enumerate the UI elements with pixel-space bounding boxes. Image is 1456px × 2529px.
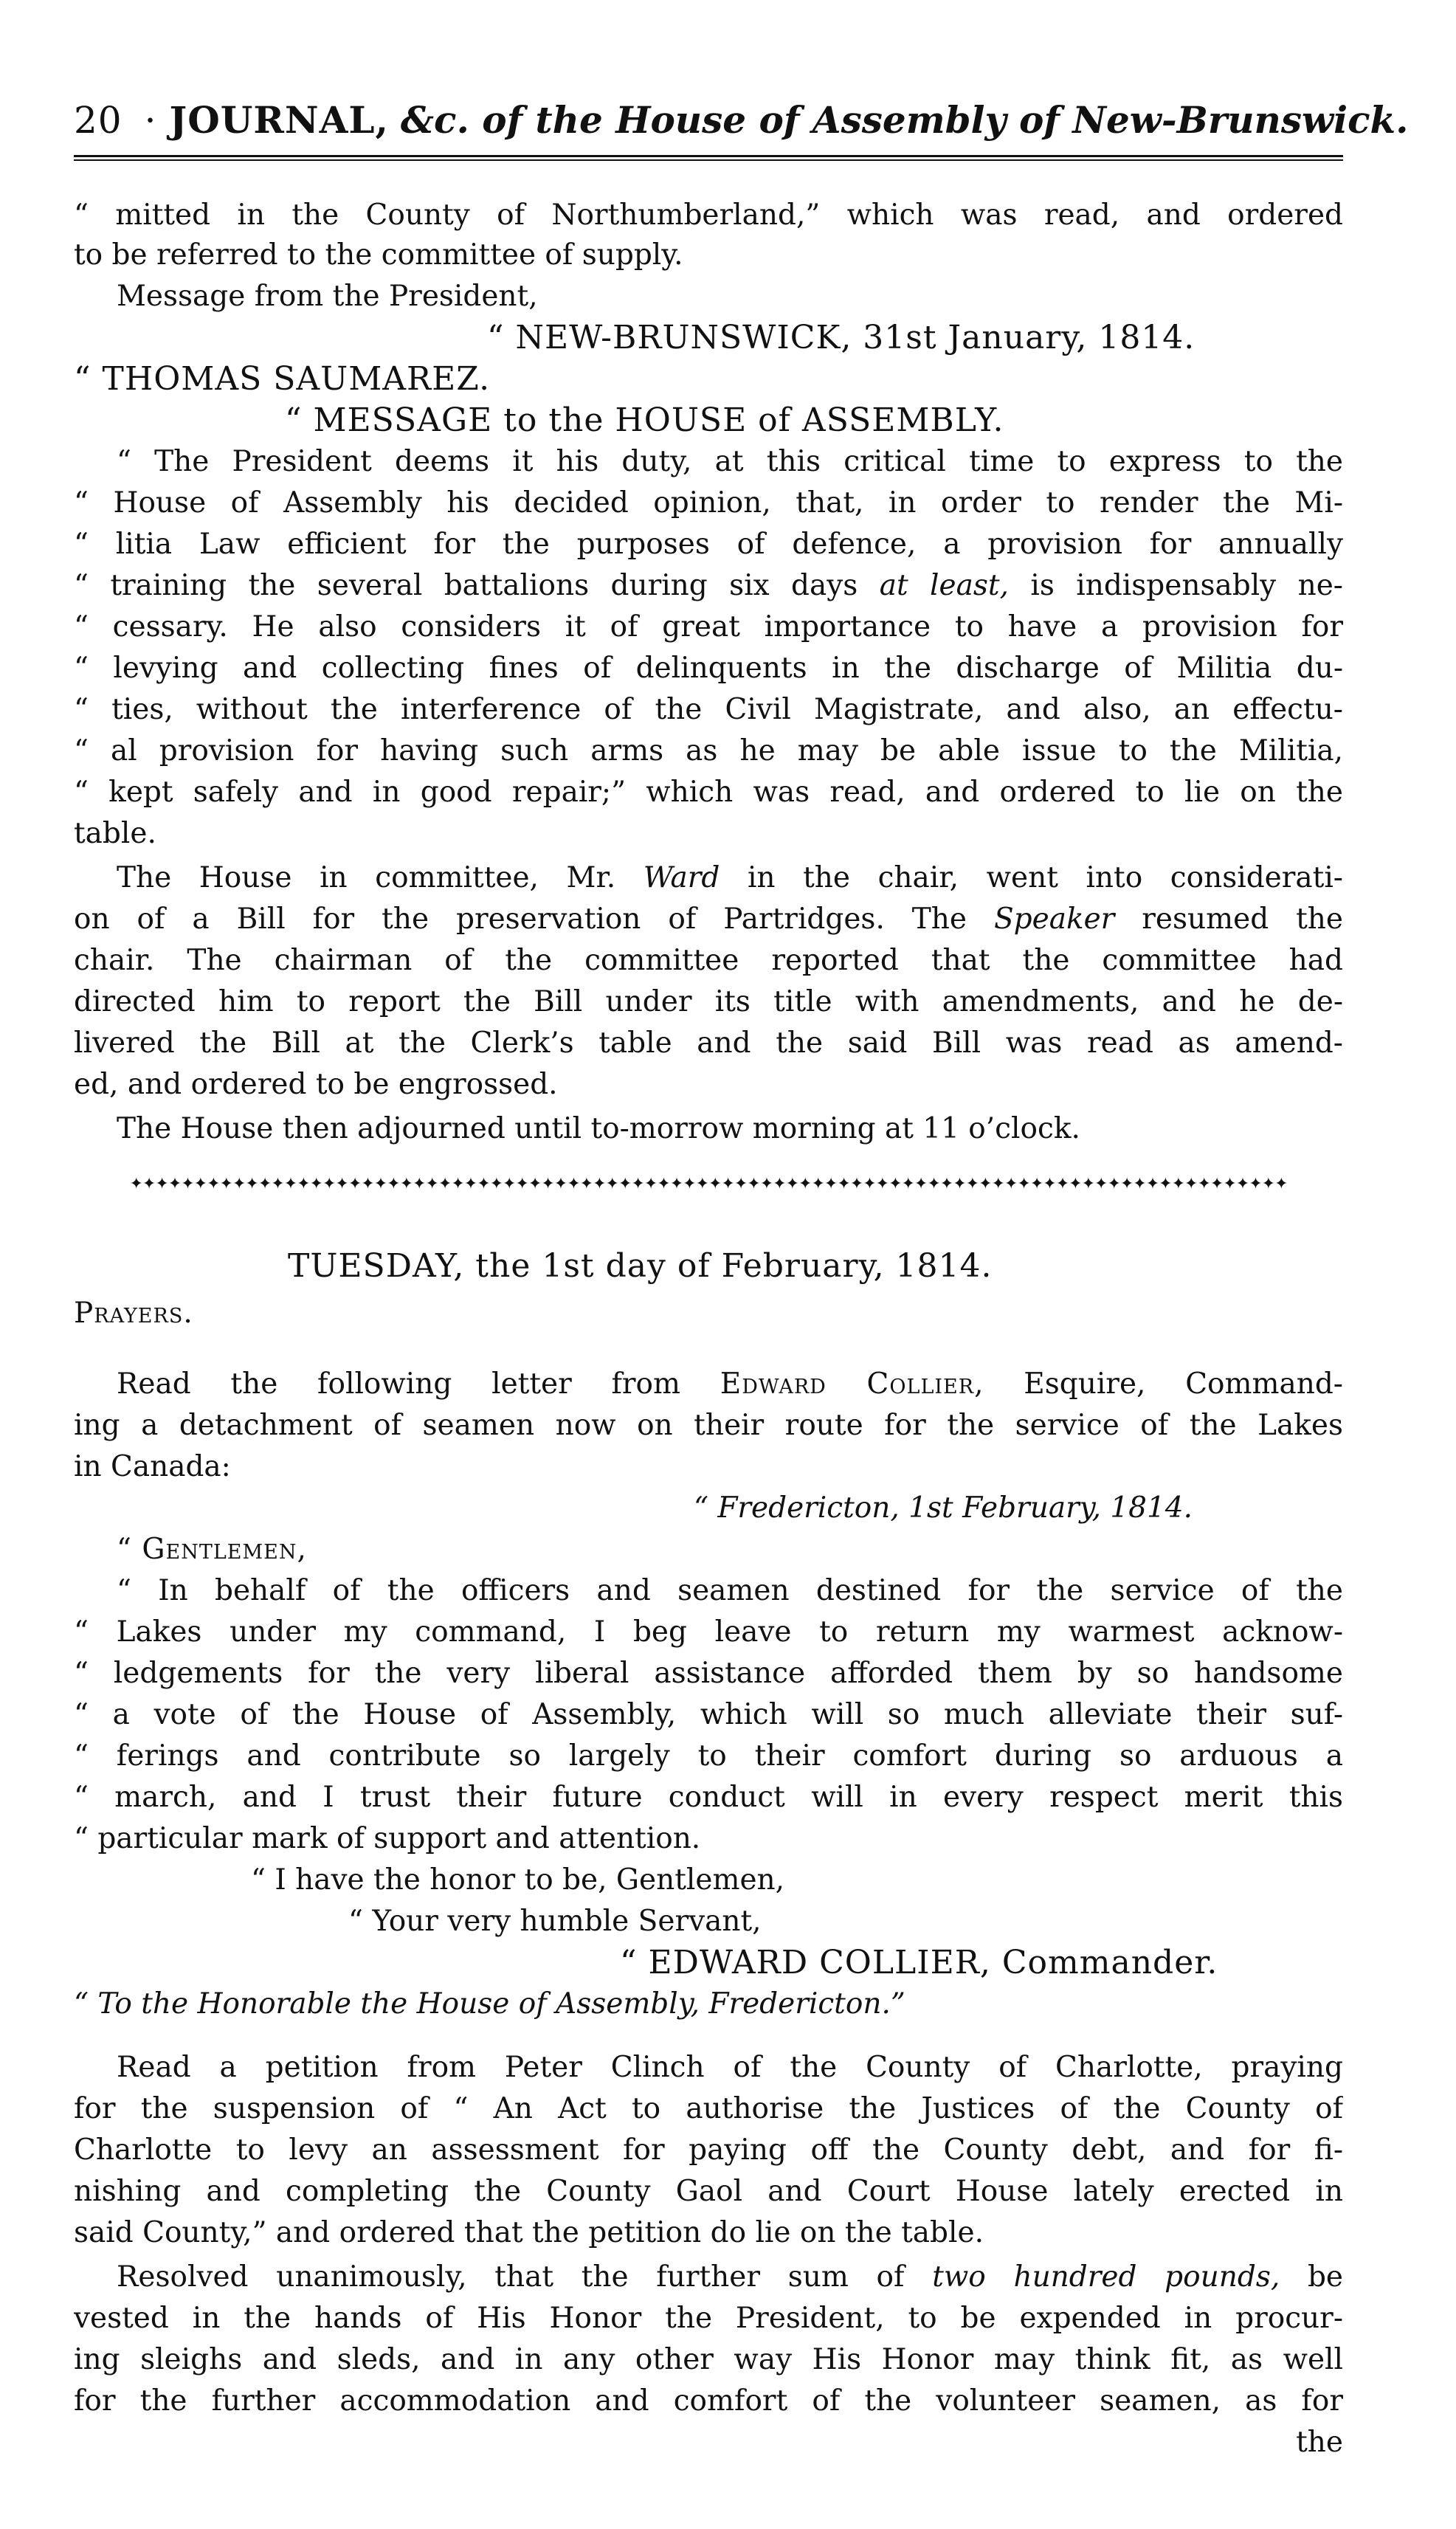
header-separator: · (144, 99, 156, 142)
text-line: ing sleighs and sleds, and in any other way His Honor may think fit, as well (74, 2343, 1343, 2376)
text-run: be (1307, 2260, 1343, 2294)
text-line: “ The President deems it his duty, at this critical time to express to the (117, 445, 1343, 478)
text-line: to be referred to the committee of supply. (74, 238, 683, 272)
text-line: “ ferings and contribute so largely to their comfort during so arduous a (74, 1739, 1343, 1773)
text-line (74, 564, 1343, 608)
text-line (74, 2255, 1343, 2299)
header-rule (74, 155, 1343, 161)
text-line: Read a petition from Peter Clinch of the County of Charlotte, praying (117, 2051, 1343, 2084)
text-line: livered the Bill at the Clerk’s table and the said Bill was read as amend- (74, 1027, 1343, 1060)
text-line (74, 897, 1343, 942)
text-line: said County,” and ordered that the petition do lie on the table. (74, 2216, 984, 2249)
text-run: resumed the (1142, 903, 1343, 936)
text-line: “ particular mark of support and attention. (74, 1822, 701, 1855)
prayers-label: Prayers. (74, 1297, 193, 1330)
text-line (74, 1362, 1343, 1407)
message-signatory: “ THOMAS SAUMAREZ. (74, 360, 491, 398)
emphasis-run: Ward (643, 861, 720, 894)
text-line: “ Lakes under my command, I beg leave to return my warmest acknow- (74, 1615, 1343, 1649)
text-run: Esquire, Command- (1024, 1367, 1343, 1401)
message-heading: “ MESSAGE to the HOUSE of ASSEMBLY. (285, 401, 1004, 439)
name-run: Edward Collier, (720, 1367, 984, 1401)
text-run: on of a Bill for the preservation of Partridges. The (74, 903, 967, 936)
text-line: in Canada: (74, 1450, 231, 1483)
text-line: for the further accommodation and comfort of the volunteer seamen, as for (74, 2384, 1343, 2418)
text-line: chair. The chairman of the committee reported that the committee had (74, 944, 1343, 977)
letter-dateline: “ Fredericton, 1st February, 1814. (694, 1491, 1193, 1525)
text-line: “ In behalf of the officers and seamen destined for the service of the (117, 1574, 1343, 1607)
letter-closing: “ Your very humble Servant, (348, 1905, 762, 1938)
message-dateline: “ NEW-BRUNSWICK, 31st January, 1814. (487, 319, 1195, 356)
text-line: “ ties, without the interference of the Civil Magistrate, and also, an effectu- (74, 693, 1343, 726)
journal-word: JOURNAL, (169, 98, 389, 142)
text-run: The House in committee, Mr. (117, 861, 616, 894)
text-line: Charlotte to levy an assessment for paying off the County debt, and for fi- (74, 2133, 1343, 2167)
emphasis-run: two hundred pounds, (932, 2260, 1280, 2294)
text-line: ed, and ordered to be engrossed. (74, 1068, 558, 1101)
text-run: “ training the several battalions during six days (74, 569, 858, 602)
letter-signature: “ EDWARD COLLIER, Commander. (620, 1944, 1218, 1981)
text-line: Message from the President, (117, 280, 538, 313)
letter-salutation: “ Gentlemen, (117, 1533, 307, 1566)
text-line: “ ledgements for the very liberal assistance afforded them by so handsome (74, 1657, 1343, 1690)
text-run: is indispensably ne- (1030, 569, 1343, 602)
day-heading: TUESDAY, the 1st day of February, 1814. (288, 1247, 993, 1285)
text-line: nishing and completing the County Gaol and Court House lately erected in (74, 2175, 1343, 2208)
letter-closing: “ I have the honor to be, Gentlemen, (251, 1863, 785, 1897)
journal-title: &c. of the House of Assembly of New-Brunswick. (400, 98, 1409, 142)
text-line: for the suspension of “ An Act to authorise the Justices of the County of (74, 2092, 1343, 2125)
text-line: “ litia Law efficient for the purposes of defence, a provision for annually (74, 528, 1343, 561)
text-line: “ al provision for having such arms as he may be able issue to the Militia, (74, 734, 1343, 767)
text-line: ing a detachment of seamen now on their route for the service of the Lakes (74, 1409, 1343, 1442)
running-header (74, 94, 1409, 146)
text-line: table. (74, 817, 156, 850)
text-line: “ cessary. He also considers it of great importance to have a provision for (74, 610, 1343, 644)
text-line: vested in the hands of His Honor the President, to be expended in procur- (74, 2302, 1343, 2335)
emphasis-run: at least, (879, 569, 1009, 602)
text-run: in the chair, went into considerati- (747, 861, 1343, 894)
emphasis-run: Speaker (993, 903, 1115, 936)
catchword: the (1296, 2426, 1343, 2459)
text-line: “ House of Assembly his decided opinion, that, in order to render the Mi- (74, 486, 1343, 520)
letter-address: “ To the Honorable the House of Assembly, Fredericton.” (74, 1987, 905, 2021)
text-line: “ mitted in the County of Northumberland,” which was read, and ordered (74, 199, 1343, 232)
text-line (74, 856, 1343, 900)
text-line: directed him to report the Bill under its title with amendments, and he de- (74, 985, 1343, 1018)
text-line: “ kept safely and in good repair;” which was read, and ordered to lie on the (74, 776, 1343, 809)
text-line: “ levying and collecting fines of delinquents in the discharge of Militia du- (74, 652, 1343, 685)
text-line: “ a vote of the House of Assembly, which will so much alleviate their suf- (74, 1698, 1343, 1731)
text-run: Read the following letter from (117, 1367, 681, 1401)
page-number: 20 (74, 99, 123, 142)
text-line: The House then adjourned until to-morrow morning at 11 o’clock. (117, 1112, 1080, 1145)
text-line: “ march, and I trust their future conduct will in every respect merit this (74, 1781, 1343, 1814)
ornamental-divider: ✦✦✦✦✦✦✦✦✦✦✦✦✦✦✦✦✦✦✦✦✦✦✦✦✦✦✦✦✦✦✦✦✦✦✦✦✦✦✦✦✦✦✦✦✦✦✦✦✦✦✦✦✦✦✦✦✦✦✦✦✦✦✦✦✦✦✦✦✦✦✦✦✦✦✦✦✦✦✦✦✦✦✦✦✦✦✦✦✦✦ (129, 1175, 1288, 1193)
text-run: Resolved unanimously, that the further sum of (117, 2260, 905, 2294)
